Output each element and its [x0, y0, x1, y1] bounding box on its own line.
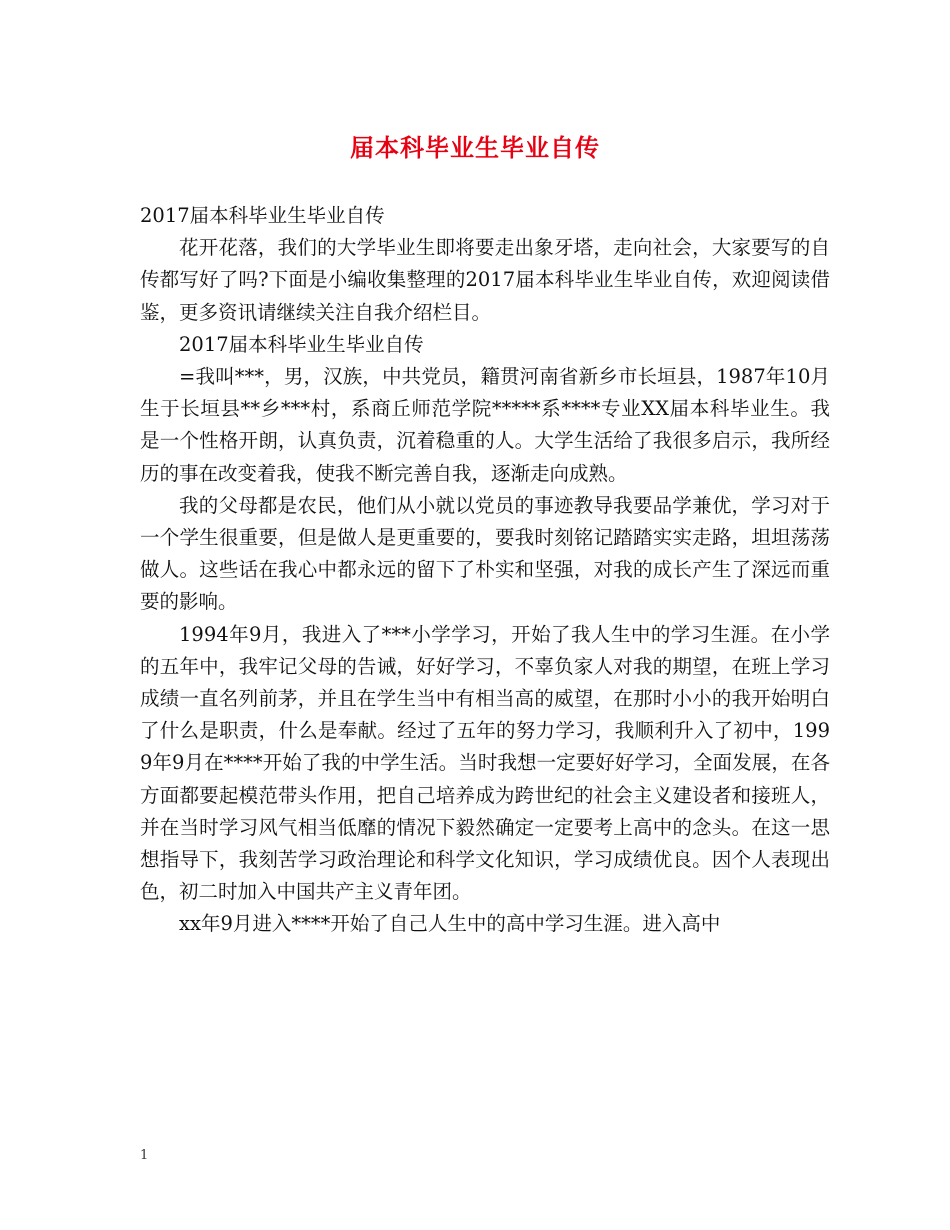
page-number: 1 [140, 1148, 149, 1163]
document-body [140, 200, 830, 941]
paragraph-self-intro: =我叫***，男，汉族，中共党员，籍贯河南省新乡市长垣县，1987年10月生于长垣县**乡***村，系商丘师范学院*****系****专业XX届本科毕业生。我是一个性格开朗，认真负责，沉着稳重的人。大学生活给了我很多启示，我所经历的事在改变着我，使我不断完善自我，逐渐走向成熟。 [140, 365, 830, 485]
paragraph-school-years: 1994年9月，我进入了***小学学习，开始了我人生中的学习生涯。在小学的五年中，我牢记父母的告诫，好好学习，不辜负家人对我的期望，在班上学习成绩一直名列前茅，并且在学生当中有相当高的威望，在那时小小的我开始明白了什么是职责，什么是奉献。经过了五年的努力学习，我顺利升入了初中，1999年9月在****开始了我的中学生活。当时我想一定要好好学习，全面发展，在各方面都要起模范带头作用，把自己培养成为跨世纪的社会主义建设者和接班人，并在当时学习风气相当低靡的情况下毅然确定一定要考上高中的念头。在这一思想指导下，我刻苦学习政治理论和科学文化知识，学习成绩优良。因个人表现出色，初二时加入中国共产主义青年团。 [140, 622, 830, 904]
paragraph-parents: 我的父母都是农民，他们从小就以党员的事迹教导我要品学兼优，学习对于一个学生很重要，但是做人是更重要的，要我时刻铭记踏踏实实走路，坦坦荡荡做人。这些话在我心中都永远的留下了朴实和坚强，对我的成长产生了深远而重要的影响。 [140, 493, 830, 614]
paragraph-subtitle: 2017届本科毕业生毕业自传 [140, 204, 385, 227]
paragraph-heading: 2017届本科毕业生毕业自传 [179, 332, 424, 356]
paragraph-intro: 花开花落，我们的大学毕业生即将要走出象牙塔，走向社会，大家要写的自传都写好了吗?下面是小编收集整理的2017届本科毕业生毕业自传，欢迎阅读借鉴，更多资讯请继续关注自我介绍栏目。 [140, 236, 830, 324]
paragraph-high-school: xx年9月进入****开始了自己人生中的高中学习生涯。进入高中 [179, 912, 721, 936]
document-title: 届本科毕业生毕业自传 [350, 134, 600, 162]
